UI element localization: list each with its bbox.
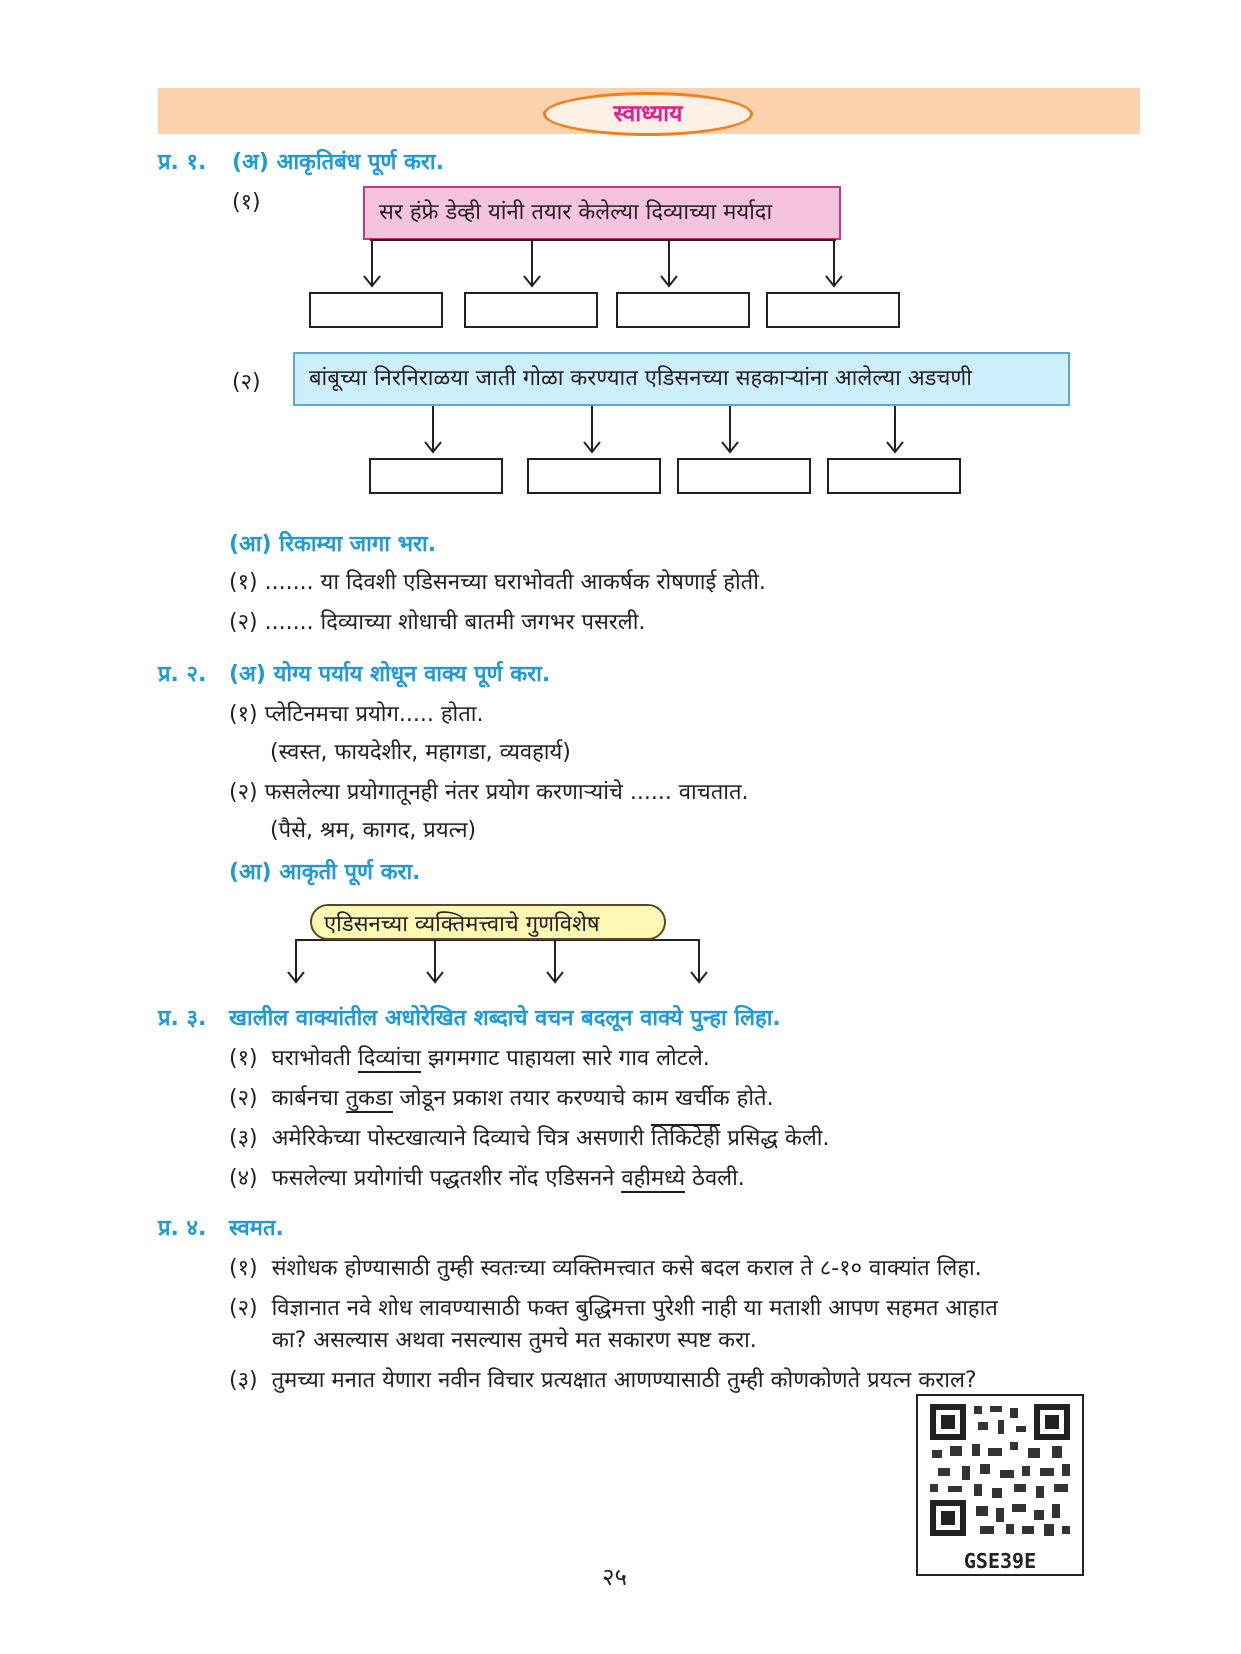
q3-item-3-pre: अमेरिकेच्या पोस्टखात्याने दिव्याचे चित्र असणारी bbox=[271, 1126, 652, 1151]
fig2-empty-box-2[interactable] bbox=[527, 458, 661, 494]
q1b-heading: (आ) रिकाम्या जागा भरा. bbox=[229, 532, 437, 557]
q3-item-1-post: झगमगाट पाहायला सारे गाव लोटले. bbox=[420, 1046, 710, 1071]
fig1-empty-box-3[interactable] bbox=[616, 292, 750, 328]
page-number: २५ bbox=[602, 1563, 627, 1591]
q2b-center-text: एडिसनच्या व्यक्तिमत्त्वाचे गुणविशेष bbox=[324, 912, 600, 937]
q3-heading: खालील वाक्यांतील अधोरेखित शब्दाचे वचन बदलून वाक्ये पुन्हा लिहा. bbox=[229, 1006, 781, 1031]
q3-item-4-pre: फसलेल्या प्रयोगांची पद्धतशीर नोंद एडिसनने bbox=[271, 1166, 622, 1191]
q3-item-3-underlined: तिकिटेही bbox=[651, 1126, 721, 1151]
q3-item-4 bbox=[229, 1162, 745, 1192]
q2b-center-oval bbox=[310, 904, 666, 940]
q3-item-1-num: (१) bbox=[229, 1046, 258, 1071]
q3-item-2-underlined: तुकडा bbox=[345, 1086, 393, 1111]
q1b-item-2 bbox=[229, 606, 645, 636]
q1b-item-1-num: (१) bbox=[229, 570, 258, 595]
qr-code-label: GSE39E bbox=[963, 1549, 1037, 1573]
fig2-empty-box-4[interactable] bbox=[827, 458, 961, 494]
q3-item-1-pre: घराभोवती bbox=[271, 1046, 358, 1071]
q2b-heading: (आ) आकृती पूर्ण करा. bbox=[229, 860, 421, 885]
q4-item-2-cont: का? असल्यास अथवा नसल्यास तुमचे मत सकारण स्पष्ट करा. bbox=[272, 1328, 757, 1353]
q4-item-3-text: तुमच्या मनात येणारा नवीन विचार प्रत्यक्षात आणण्यासाठी तुम्ही कोणकोणते प्रयत्न कराल? bbox=[271, 1368, 977, 1393]
q1b-item-1-text: ....... या दिवशी एडिसनच्या घराभोवती आकर्षक रोषणाई होती. bbox=[264, 570, 766, 595]
q1a-heading: (अ) आकृतिबंध पूर्ण करा. bbox=[232, 150, 444, 175]
fig2-center-text: बांबूच्या निरनिराळया जाती गोळा करण्यात एडिसनच्या सहकाऱ्यांना आलेल्या अडचणी bbox=[309, 366, 972, 391]
q3-item-1 bbox=[229, 1042, 710, 1072]
q3-item-1-underlined: दिव्यांचा bbox=[357, 1046, 421, 1071]
fig1-center-text: सर हंफ्रे डेव्ही यांनी तयार केलेल्या दिव्याच्या मर्यादा bbox=[379, 200, 773, 225]
q4-heading: स्वमत. bbox=[229, 1216, 284, 1241]
q2a-heading: (अ) योग्य पर्याय शोधून वाक्य पूर्ण करा. bbox=[229, 662, 551, 687]
fig1-empty-box-4[interactable] bbox=[766, 292, 900, 328]
q3-item-2-num: (२) bbox=[229, 1086, 258, 1111]
fig2-center-box bbox=[293, 352, 1070, 406]
q4-item-3 bbox=[229, 1364, 977, 1394]
q3-item-4-num: (४) bbox=[229, 1166, 258, 1191]
q4-item-2-num: (२) bbox=[229, 1296, 258, 1321]
fig1-empty-box-1[interactable] bbox=[309, 292, 443, 328]
q3-item-3 bbox=[229, 1122, 829, 1152]
q2-label: प्र. २. bbox=[158, 662, 207, 687]
q4-label: प्र. ४. bbox=[158, 1216, 207, 1241]
q3-label: प्र. ३. bbox=[158, 1006, 207, 1031]
page-title: स्वाध्याय bbox=[543, 92, 753, 136]
fig2-empty-box-3[interactable] bbox=[677, 458, 811, 494]
q1b-item-2-num: (२) bbox=[229, 610, 258, 635]
q4-item-1-text: संशोधक होण्यासाठी तुम्ही स्वतःच्या व्यक्तिमत्त्वात कसे बदल कराल ते ८-१० वाक्यांत लिहा. bbox=[271, 1256, 982, 1281]
q2a-item-2-options: (पैसे, श्रम, कागद, प्रयत्न) bbox=[270, 818, 477, 843]
q4-item-1-num: (१) bbox=[229, 1256, 258, 1281]
q2a-item-2: (२) फसलेल्या प्रयोगातूनही नंतर प्रयोग करणाऱ्यांचे ...... वाचतात. bbox=[229, 780, 749, 805]
q3-item-4-post: ठेवली. bbox=[685, 1166, 745, 1191]
q4-item-2-text: विज्ञानात नवे शोध लावण्यासाठी फक्त बुद्धिमत्ता पुरेशी नाही या मताशी आपण सहमत आहात bbox=[271, 1296, 998, 1321]
q2a-item-1: (१) प्लेटिनमचा प्रयोग..... होता. bbox=[229, 702, 484, 727]
q1b-item-1 bbox=[229, 566, 766, 596]
fig2-empty-box-1[interactable] bbox=[369, 458, 503, 494]
q3-item-3-num: (३) bbox=[229, 1126, 258, 1151]
q1b-item-2-text: ....... दिव्याच्या शोधाची बातमी जगभर पसरली. bbox=[264, 610, 646, 635]
q4-item-2 bbox=[229, 1292, 998, 1322]
q3-item-4-underlined: वहीमध्ये bbox=[621, 1166, 686, 1191]
q4-item-3-num: (३) bbox=[229, 1368, 258, 1393]
q3-item-2 bbox=[229, 1082, 774, 1112]
fig1-empty-box-2[interactable] bbox=[464, 292, 598, 328]
q3-item-2-pre: कार्बनचा bbox=[271, 1086, 346, 1111]
fig2-number: (२) bbox=[232, 370, 261, 395]
fig1-number: (१) bbox=[232, 190, 261, 215]
q4-item-1 bbox=[229, 1252, 982, 1282]
q1-label: प्र. १. bbox=[158, 150, 207, 175]
q3-item-3-post: प्रसिद्ध केली. bbox=[720, 1126, 830, 1151]
qr-code-pattern bbox=[918, 1396, 1082, 1546]
q3-item-2-post: जोडून प्रकाश तयार करण्याचे काम खर्चीक होते. bbox=[392, 1086, 774, 1111]
qr-code bbox=[916, 1394, 1084, 1576]
q2a-item-1-options: (स्वस्त, फायदेशीर, महागडा, व्यवहार्य) bbox=[270, 740, 571, 765]
